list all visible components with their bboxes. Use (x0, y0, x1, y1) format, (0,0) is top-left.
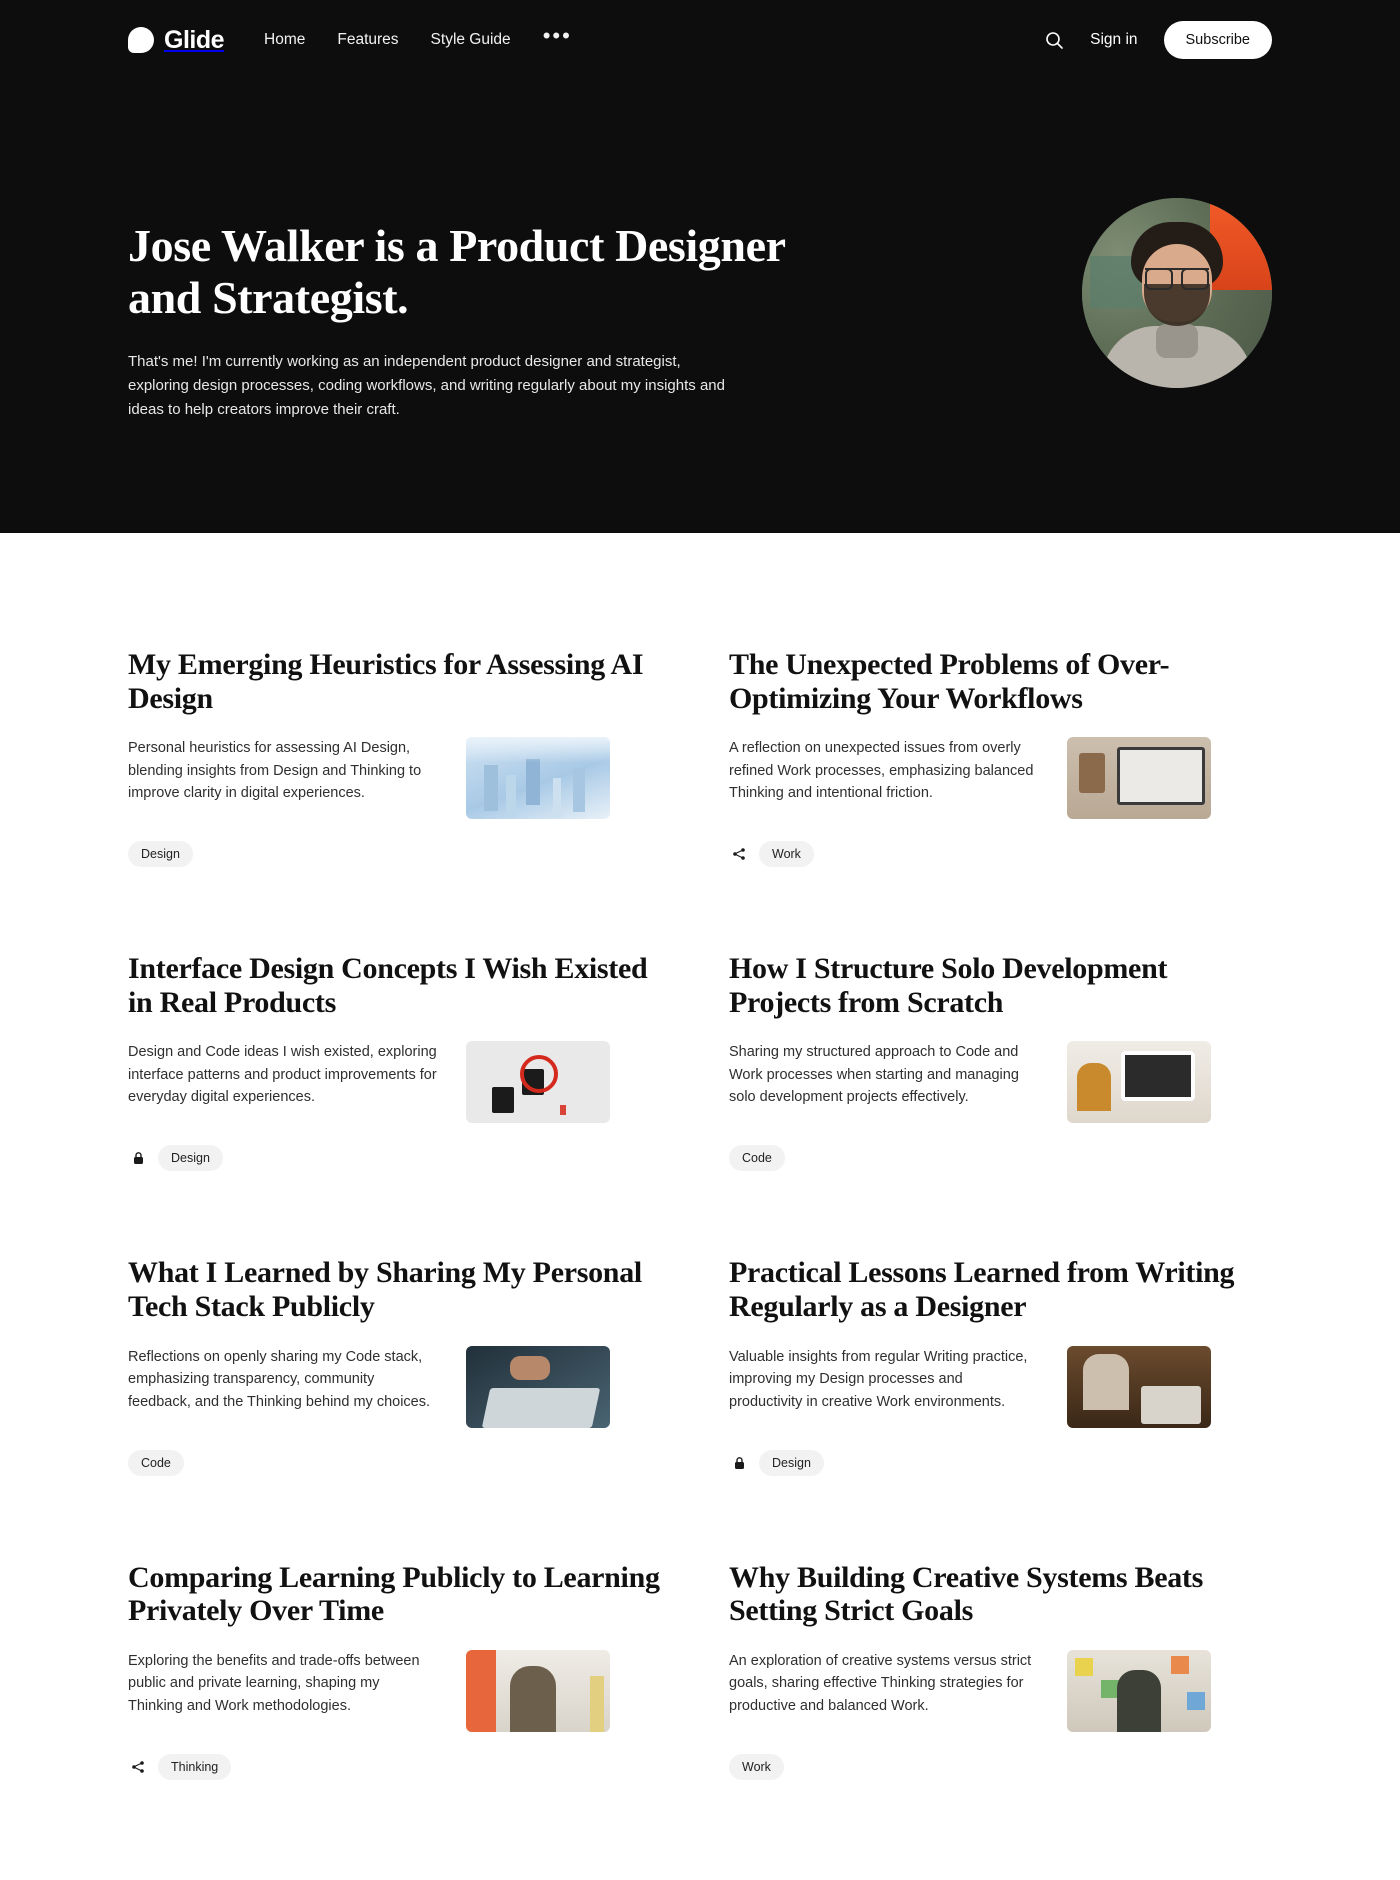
post-card[interactable] (729, 907, 1272, 1211)
brand-name: Glide (164, 25, 225, 54)
lock-icon (128, 1148, 148, 1168)
sign-in-link[interactable]: Sign in (1090, 31, 1138, 48)
post-tag[interactable]: Work (759, 841, 814, 867)
nav-item-home[interactable]: Home (264, 31, 306, 48)
post-thumbnail[interactable] (1067, 737, 1211, 819)
search-icon[interactable] (1044, 30, 1064, 50)
post-thumbnail[interactable] (466, 737, 610, 819)
post-card[interactable] (128, 907, 671, 1211)
post-card[interactable] (128, 1516, 671, 1820)
avatar-wrapper (1082, 198, 1272, 388)
post-tag[interactable]: Work (729, 1754, 784, 1780)
post-thumbnail[interactable] (466, 1650, 610, 1732)
post-thumbnail[interactable] (1067, 1041, 1211, 1123)
post-card[interactable] (729, 1211, 1272, 1515)
post-meta (128, 1145, 671, 1171)
post-card[interactable] (128, 603, 671, 907)
post-excerpt: An exploration of creative systems versus strict goals, sharing effective Thinking strategies for productive and balanced Work. (729, 1652, 1032, 1714)
post-tag[interactable]: Design (158, 1145, 223, 1171)
post-title[interactable]: Why Building Creative Systems Beats Setting Strict Goals (729, 1560, 1203, 1628)
post-title[interactable]: Comparing Learning Publicly to Learning Privately Over Time (128, 1560, 660, 1628)
post-row (128, 737, 671, 819)
post-tag[interactable]: Code (128, 1450, 184, 1476)
post-title[interactable]: What I Learned by Sharing My Personal Tech Stack Publicly (128, 1256, 642, 1323)
post-row (729, 1650, 1272, 1732)
post-meta (729, 1145, 1272, 1171)
share-icon (128, 1757, 148, 1777)
post-row (729, 1041, 1272, 1123)
post-excerpt: Design and Code ideas I wish existed, exploring interface patterns and product improvements for everyday digital experiences. (128, 1044, 437, 1106)
hero-text-block (128, 220, 808, 422)
post-title[interactable]: My Emerging Heuristics for Assessing AI Design (128, 648, 644, 715)
post-row (729, 737, 1272, 819)
post-card[interactable] (729, 1516, 1272, 1820)
hero-section (0, 0, 1400, 533)
avatar (1082, 198, 1272, 388)
post-tag[interactable]: Design (759, 1450, 824, 1476)
post-excerpt: Personal heuristics for assessing AI Design, blending insights from Design and Thinking to improve clarity in digital experiences. (128, 740, 422, 802)
post-meta (729, 1754, 1272, 1780)
nav-item-style-guide[interactable]: Style Guide (430, 31, 511, 48)
post-meta (128, 1754, 671, 1780)
post-card[interactable] (729, 603, 1272, 907)
post-tag[interactable]: Code (729, 1145, 785, 1171)
share-icon (729, 844, 749, 864)
post-excerpt: Reflections on openly sharing my Code stack, emphasizing transparency, community feedback, and the Thinking behind my choices. (128, 1348, 431, 1410)
post-meta (128, 1450, 671, 1476)
post-title[interactable]: Practical Lessons Learned from Writing Regularly as a Designer (729, 1256, 1235, 1323)
post-row (729, 1346, 1272, 1428)
posts-grid (0, 533, 1400, 1880)
nav-right-actions (1044, 21, 1272, 59)
post-title[interactable]: The Unexpected Problems of Over-Optimizing Your Workflows (729, 648, 1170, 715)
post-card[interactable] (128, 1211, 671, 1515)
brand-logo-link[interactable] (128, 26, 224, 55)
post-excerpt: Sharing my structured approach to Code and Work processes when starting and managing solo development projects effectively. (729, 1044, 1019, 1106)
glide-logo-icon (128, 27, 154, 53)
post-tag[interactable]: Design (128, 841, 193, 867)
subscribe-button[interactable]: Subscribe (1164, 21, 1272, 59)
post-excerpt: A reflection on unexpected issues from overly refined Work processes, emphasizing balanced Thinking and intentional friction. (729, 740, 1034, 802)
post-title[interactable]: Interface Design Concepts I Wish Existed in Real Products (128, 952, 648, 1019)
post-thumbnail[interactable] (466, 1041, 610, 1123)
post-thumbnail[interactable] (1067, 1346, 1211, 1428)
post-row (128, 1346, 671, 1428)
post-tag[interactable]: Thinking (158, 1754, 231, 1780)
nav-item-features[interactable]: Features (337, 31, 399, 48)
post-thumbnail[interactable] (1067, 1650, 1211, 1732)
hero-description: That's me! I'm currently working as an independent product designer and strategist, exploring design processes, coding workflows, and writing regularly about my insights and ideas to help creators improve their craft. (128, 352, 725, 418)
nav-links (264, 23, 572, 49)
nav-more-menu-icon[interactable]: ••• (542, 23, 572, 48)
post-meta (729, 1450, 1272, 1476)
post-thumbnail[interactable] (466, 1346, 610, 1428)
top-navigation-bar (0, 0, 1400, 80)
post-meta (729, 841, 1272, 867)
post-meta (128, 841, 671, 867)
lock-icon (729, 1453, 749, 1473)
post-title[interactable]: How I Structure Solo Development Projects from Scratch (729, 952, 1168, 1019)
post-excerpt: Exploring the benefits and trade-offs between public and private learning, shaping my Thinking and Work methodologies. (128, 1652, 420, 1714)
hero-body (0, 80, 1400, 422)
post-row (128, 1650, 671, 1732)
post-excerpt: Valuable insights from regular Writing practice, improving my Design processes and productivity in creative Work environments. (729, 1348, 1028, 1410)
post-row (128, 1041, 671, 1123)
page-title: Jose Walker is a Product Designer and Strategist. (128, 220, 785, 323)
